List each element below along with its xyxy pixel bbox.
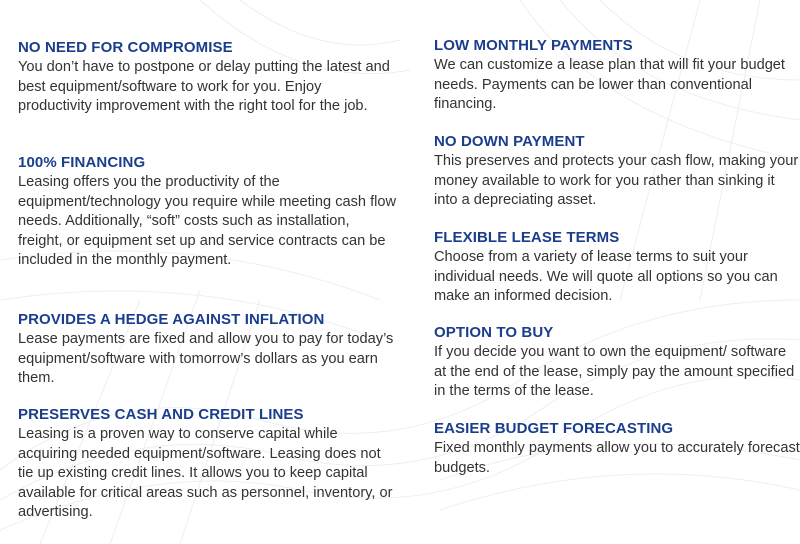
section-body: Lease payments are fixed and allow you to pay for today’s equipment/software with tomorrow’s dollars as you earn them.: [18, 331, 394, 387]
section-heading: EASIER BUDGET FORECASTING: [434, 420, 674, 437]
section-hedge-against-inflation: [18, 310, 398, 389]
section-body: Leasing is a proven way to conserve capital while acquiring needed equipment/software. Leasing does not tie up existing credit lines. It allows you to keep capital available for critical areas such as personnel, inventory, or advertising.: [18, 426, 393, 521]
section-heading: LOW MONTHLY PAYMENTS: [434, 37, 633, 54]
section-no-need-for-compromise: [18, 38, 398, 117]
section-body: We can customize a lease plan that will fit your budget needs. Payments can be lower than conventional financing.: [434, 57, 785, 113]
section-no-down-payment: [434, 132, 800, 211]
section-body: Fixed monthly payments allow you to accurately forecast budgets.: [434, 440, 800, 476]
section-easier-budget-forecasting: [434, 419, 800, 478]
section-flexible-lease-terms: [434, 228, 800, 307]
section-body: You don’t have to postpone or delay putting the latest and best equipment/software to work for you. Enjoy productivity improvement with the right tool for the job.: [18, 59, 390, 115]
section-heading: FLEXIBLE LEASE TERMS: [434, 229, 620, 246]
section-100-percent-financing: [18, 153, 398, 271]
section-heading: PRESERVES CASH AND CREDIT LINES: [18, 406, 304, 423]
section-option-to-buy: [434, 323, 800, 402]
section-heading: 100% FINANCING: [18, 154, 146, 171]
section-body: This preserves and protects your cash flow, making your money available to work for you rather than sinking it into a depreciating asset.: [434, 153, 799, 209]
section-preserves-cash-and-credit-lines: [18, 405, 398, 523]
section-heading: NO DOWN PAYMENT: [434, 133, 585, 150]
section-heading: PROVIDES A HEDGE AGAINST INFLATION: [18, 311, 325, 328]
section-body: Leasing offers you the productivity of the equipment/technology you require while meeting cash flow needs. Additionally, “soft” costs such as installation, freight, or equipment set up and service contracts can be included in the monthly payment.: [18, 174, 397, 269]
section-body: If you decide you want to own the equipment/ software at the end of the lease, simply pay the amount specified in the terms of the lease.: [434, 344, 795, 400]
section-heading: NO NEED FOR COMPROMISE: [18, 39, 233, 56]
section-low-monthly-payments: [434, 36, 800, 115]
section-body: Choose from a variety of lease terms to suit your individual needs. We will quote all options so you can make an informed decision.: [434, 249, 778, 305]
section-heading: OPTION TO BUY: [434, 324, 554, 341]
